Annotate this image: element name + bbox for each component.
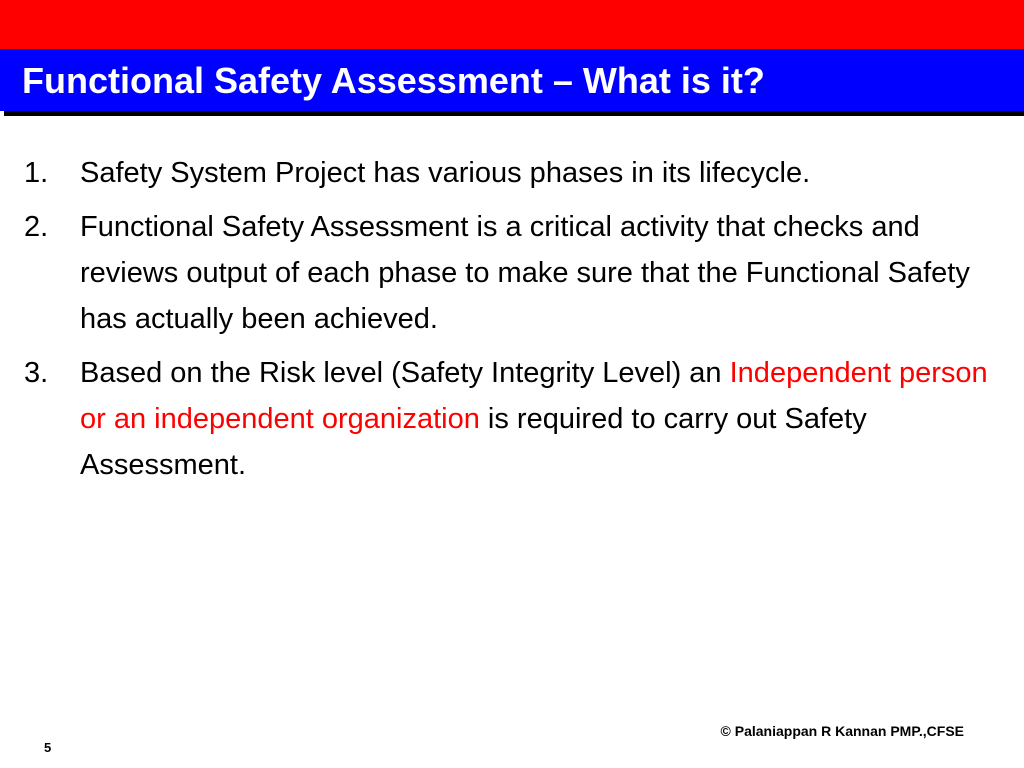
copyright-notice: © Palaniappan R Kannan PMP.,CFSE	[720, 723, 964, 739]
list-item-text: Functional Safety Assessment is a critical activity that checks and reviews output of each phase to make sure that the Functional Safety has actually been achieved.	[80, 211, 970, 335]
list-item	[24, 150, 994, 196]
list-item-number: 3.	[24, 357, 49, 389]
list-item-number: 1.	[24, 157, 49, 189]
slide-title: Functional Safety Assessment – What is it?	[22, 60, 765, 101]
title-bar-shadow	[4, 111, 1024, 116]
numbered-list	[24, 150, 994, 496]
list-item-text-before: Based on the Risk level (Safety Integrity Level) an	[80, 357, 730, 389]
list-item	[24, 204, 994, 342]
header-red-band	[0, 0, 1024, 49]
list-item-text	[80, 350, 994, 488]
page-number: 5	[44, 740, 52, 755]
list-item	[24, 350, 994, 488]
list-item-number: 2.	[24, 211, 49, 243]
list-item-text-after: is required to carry out Safety Assessment.	[80, 403, 867, 481]
highlighted-text: Independent person or an independent organization	[80, 357, 988, 435]
list-item-text: Safety System Project has various phases in its lifecycle.	[80, 157, 811, 189]
